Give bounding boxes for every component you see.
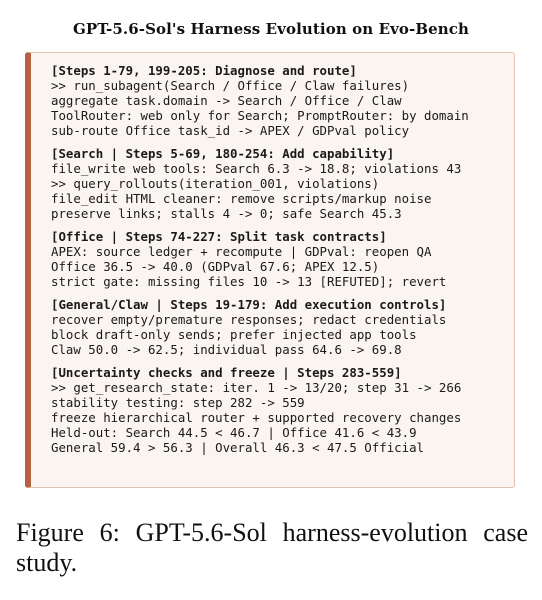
section-diagnose-route <box>51 63 514 138</box>
section-line: sub-route Office task_id -> APEX / GDPval policy <box>51 123 410 138</box>
section-line: Claw 50.0 -> 62.5; individual pass 64.6 -> 69.8 <box>51 342 402 357</box>
section-line: file_write web tools: Search 6.3 -> 18.8; violations 43 <box>51 161 462 176</box>
section-line: >> run_subagent(Search / Office / Claw failures) <box>51 78 410 93</box>
section-line: >> get_research_state: iter. 1 -> 13/20; step 31 -> 266 <box>51 380 462 395</box>
figure-caption: Figure 6: GPT-5.6-Sol harness-evolution case study. <box>16 518 528 577</box>
section-office-contracts <box>51 229 514 289</box>
section-line: Held-out: Search 44.5 < 46.7 | Office 41.6 < 43.9 <box>51 425 417 440</box>
section-line: preserve links; stalls 4 -> 0; safe Search 45.3 <box>51 206 402 221</box>
section-line: stability testing: step 282 -> 559 <box>51 395 305 410</box>
section-heading: [Search | Steps 5-69, 180-254: Add capability] <box>51 146 395 161</box>
section-line: aggregate task.domain -> Search / Office / Claw <box>51 93 402 108</box>
section-uncertainty-freeze <box>51 365 514 455</box>
figure-title: GPT-5.6-Sol's Harness Evolution on Evo-Bench <box>72 20 470 38</box>
section-heading: [Office | Steps 74-227: Split task contracts] <box>51 229 387 244</box>
section-line: freeze hierarchical router + supported recovery changes <box>51 410 462 425</box>
section-line: >> query_rollouts(iteration_001, violations) <box>51 176 380 191</box>
section-heading: [Uncertainty checks and freeze | Steps 283-559] <box>51 365 402 380</box>
section-line: block draft-only sends; prefer injected app tools <box>51 327 417 342</box>
section-line: ToolRouter: web only for Search; PromptRouter: by domain <box>51 108 469 123</box>
section-general-claw-controls <box>51 297 514 357</box>
section-heading: [Steps 1-79, 199-205: Diagnose and route] <box>51 63 357 78</box>
section-heading: [General/Claw | Steps 19-179: Add execution controls] <box>51 297 447 312</box>
section-line: file_edit HTML cleaner: remove scripts/markup noise <box>51 191 432 206</box>
section-line: General 59.4 > 56.3 | Overall 46.3 < 47.5 Official <box>51 440 424 455</box>
section-line: APEX: source ledger + recompute | GDPval: reopen QA <box>51 244 432 259</box>
case-study-box <box>25 52 515 488</box>
section-line: strict gate: missing files 10 -> 13 [REFUTED]; revert <box>51 274 447 289</box>
section-line: recover empty/premature responses; redact credentials <box>51 312 447 327</box>
section-line: Office 36.5 -> 40.0 (GDPval 67.6; APEX 12.5) <box>51 259 380 274</box>
section-search-capability <box>51 146 514 221</box>
